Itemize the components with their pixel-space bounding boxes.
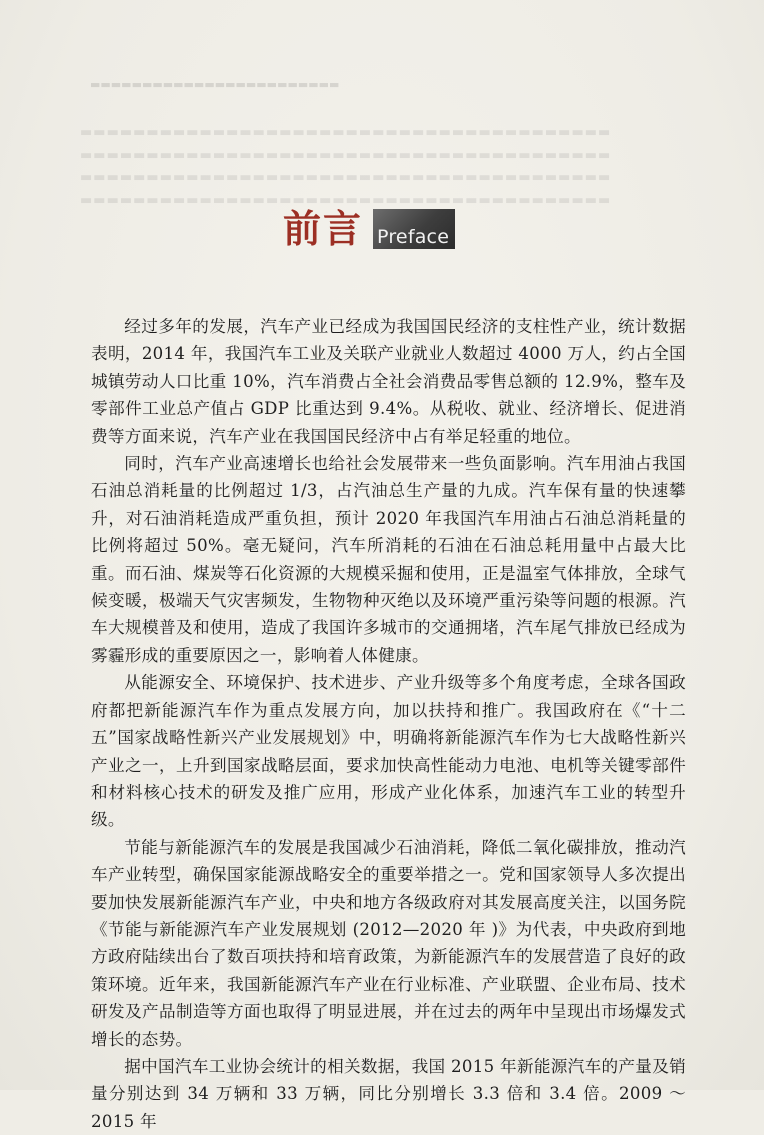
heading-title-en: Preface (377, 226, 450, 248)
paragraph-4: 节能与新能源汽车的发展是我国减少石油消耗，降低二氧化碳排放，推动汽车产业转型，确保国家能源战略安全的重要举措之一。党和国家领导人多次提出要加快发展新能源汽车产业，中央和地方各级政府对其发展高度关注，以国务院《节能与新能源汽车产业发展规划 (2012—2020 年 )》为代表，中央政府到地方政府陆续出台了数百项扶持和培育政策，为新能源汽车的发展营造了良好的政策环境。近年来，我国新能源汽车产业在行业标准、产业联盟、企业布局、技术研发及产品制造等方面也取得了明显进展，并在过去的两年中呈现出市场爆发式增长的态势。 (91, 837, 686, 1049)
bleed-through-texture: ▬▬▬▬▬▬▬▬▬▬▬▬▬▬▬▬▬▬▬▬▬▬▬▬▬▬▬▬▬▬▬▬▬▬▬▬▬▬▬▬ ▬▬▬▬▬▬▬▬▬▬▬▬▬▬▬▬▬▬▬▬▬▬▬▬▬▬▬▬▬▬▬▬▬▬▬▬▬▬▬▬ ▬▬▬▬▬▬▬▬▬▬▬▬▬▬▬▬▬▬▬▬▬▬▬▬▬▬▬▬▬▬▬▬▬▬▬▬▬▬▬▬ ▬▬▬▬▬▬▬▬▬▬▬▬▬▬▬▬▬▬▬▬▬▬▬▬▬▬▬▬▬▬▬▬▬▬▬▬▬▬▬▬ (80, 125, 612, 208)
bleed-through-header: ▬▬▬▬▬▬▬▬▬▬▬▬▬▬▬▬▬▬▬▬▬▬▬▬ (90, 78, 340, 91)
preface-body (91, 313, 686, 1135)
paragraph-5: 据中国汽车工业协会统计的相关数据，我国 2015 年新能源汽车的产量及销量分别达到 34 万辆和 33 万辆，同比分别增长 3.3 倍和 3.4 倍。2009 ～ 2015 年 (91, 1056, 686, 1131)
preface-heading (283, 206, 455, 251)
paragraph-1: 经过多年的发展，汽车产业已经成为我国国民经济的支柱性产业，统计数据表明，2014 年，我国汽车工业及关联产业就业人数超过 4000 万人，约占全国城镇劳动人口比重 10%，汽车消费占全社会消费品零售总额的 12.9%，整车及零部件工业总产值占 GDP 比重达到 9.4%。从税收、就业、经济增长、促进消费等方面来说，汽车产业在我国国民经济中占有举足轻重的地位。 (91, 317, 686, 446)
paragraph-2: 同时，汽车产业高速增长也给社会发展带来一些负面影响。汽车用油占我国石油总消耗量的比例超过 1/3，占汽油总生产量的九成。汽车保有量的快速攀升，对石油消耗造成严重负担，预计 2020 年我国汽车用油占石油总消耗量的比例将超过 50%。毫无疑问，汽车所消耗的石油在石油总耗用量中占最大比重。而石油、煤炭等石化资源的大规模采掘和使用，正是温室气体排放，全球气候变暖，极端天气灾害频发，生物物种灭绝以及环境严重污染等问题的根源。汽车大规模普及和使用，造成了我国许多城市的交通拥堵，汽车尾气排放已经成为雾霾形成的重要原因之一，影响着人体健康。 (91, 454, 686, 665)
heading-title-cn: 前言 (283, 207, 364, 251)
heading-label-box (373, 209, 455, 249)
paragraph-3: 从能源安全、环境保护、技术进步、产业升级等多个角度考虑，全球各国政府都把新能源汽车作为重点发展方向，加以扶持和推广。我国政府在《“十二五”国家战略性新兴产业发展规划》中，明确将新能源汽车作为七大战略性新兴产业之一，上升到国家战略层面，要求加快高性能动力电池、电机等关键零部件和材料核心技术的研发及推广应用，形成产业化体系，加速汽车工业的转型升级。 (91, 673, 686, 830)
